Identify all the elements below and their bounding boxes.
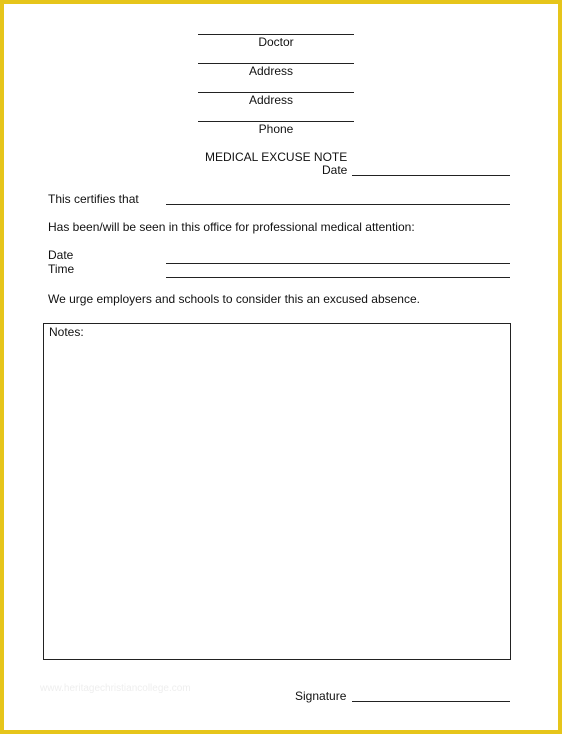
urge-statement: We urge employers and schools to consider this an excused absence. (48, 292, 420, 306)
date-label: Date (322, 163, 348, 177)
notes-box[interactable] (43, 323, 511, 660)
patient-name-line[interactable] (166, 204, 510, 205)
date-line[interactable] (352, 175, 510, 176)
visit-date-line[interactable] (166, 263, 510, 264)
phone-label: Phone (258, 122, 294, 136)
address1-label: Address (248, 64, 294, 78)
seen-statement: Has been/will be seen in this office for professional medical attention: (48, 220, 415, 234)
signature-label: Signature (295, 689, 347, 703)
address2-label: Address (248, 93, 294, 107)
visit-time-label: Time (48, 262, 75, 276)
signature-line[interactable] (352, 701, 510, 702)
visit-date-label: Date (48, 248, 74, 262)
document-title: MEDICAL EXCUSE NOTE (205, 150, 348, 164)
notes-label: Notes: (49, 325, 84, 339)
watermark-text: www.heritagechristiancollege.com (40, 683, 191, 694)
certifies-label: This certifies that (48, 192, 139, 206)
doctor-label: Doctor (258, 35, 294, 49)
visit-time-line[interactable] (166, 277, 510, 278)
